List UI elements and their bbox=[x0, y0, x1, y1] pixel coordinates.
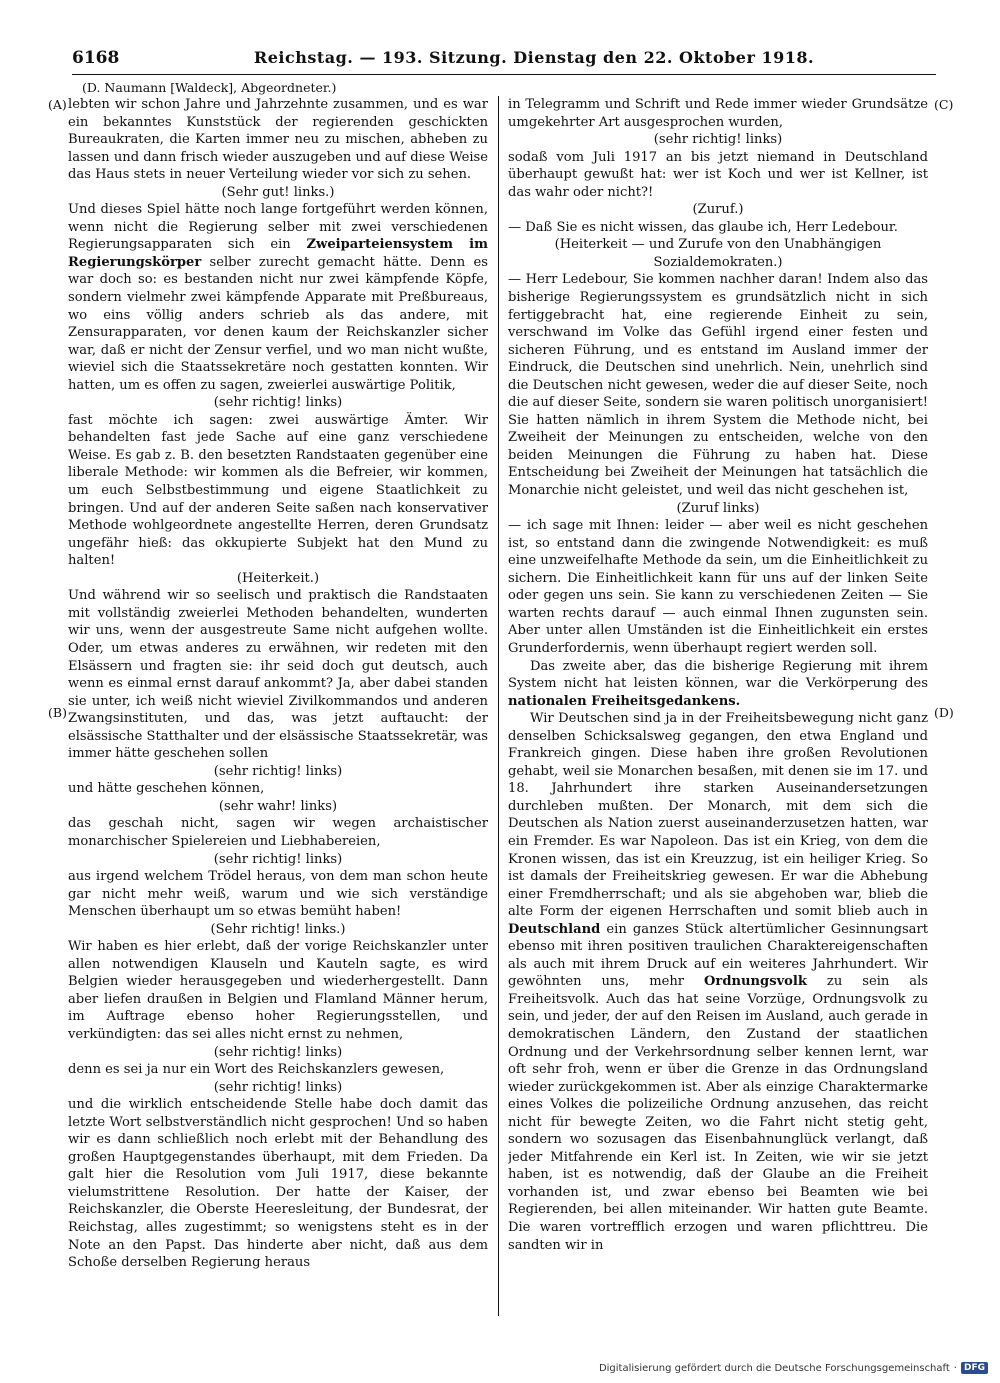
paragraph: aus irgend welchem Trödel heraus, von dem man schon heute gar nicht mehr weiß, warum und wie sich verständige Menschen überhaupt um so etwas bemüht haben! bbox=[68, 869, 488, 920]
paragraph: — Herr Ledebour, Sie kommen nachher daran! Indem also das bisherige Regierungssystem es grundsätzlich nicht in sich fertiggebracht hat, eine regierende Einheit zu sein, verschwand im Volke das Gefühl irgend einer festen und sicheren Führung, und es entstand im Ausland immer der Eindruck, die Deutschen sind unehrlich. Nein, unehrlich sind die Deutschen nicht gewesen, weder die auf dieser Seite, noch die auf dieser Seite, sondern sie waren politisch unorganisiert! Sie hatten nämlich in ihrem System die Methode nicht, bei Zweiheit der Meinungen zu entscheiden, welche von den beiden Meinungen die Führung zu haben hat. Diese Entscheidung bei Zweiheit der Meinungen hat tatsächlich die Monarchie nicht geleistet, und weil das nicht geschehen ist, bbox=[508, 272, 928, 499]
right-column bbox=[508, 96, 928, 1316]
margin-mark-c: (C) bbox=[934, 97, 954, 112]
paragraph: denn es sei ja nur ein Wort des Reichskanzlers gewesen, bbox=[68, 1062, 445, 1078]
interjection: (Sehr richtig! links.) bbox=[210, 921, 346, 937]
paragraph: fast möchte ich sagen: zwei auswärtige Ämter. Wir behandelten fast jede Sache auf eine ganz verschiedene Weise. Es gab z. B. den besetzten Randstaaten gegenüber eine liberale Methode: wir kommen als die Befreier, wir kommen, um euch Selbstbestimmung und eigene Staatlichkeit zu bringen. Und auf der anderen Seite saßen nach konservativer Methode wohlgeordnete angestellte Herren, deren Grundsatz ungefähr hieß: das okkupierte Subjekt hat den Mund zu halten! bbox=[68, 412, 488, 569]
footer-credit: Digitalisierung gefördert durch die Deutsche Forschungsgemeinschaft bbox=[598, 1362, 950, 1374]
paragraph: das geschah nicht, sagen wir wegen archaistischer monarchischer Spielereien und Liebhabereien, bbox=[68, 816, 488, 849]
paragraph: Wir haben es hier erlebt, daß der vorige Reichskanzler unter allen notwendigen Klauseln und Kauteln sagte, es wird Belgien wieder herausgegeben und wiederhergestellt. Dann aber liefen draußen in Belgien und Flamland Männer herum, im Auftrage ebenso hoher Regierungsstellen, und verkündigten: das sei alles nicht ernst zu nehmen, bbox=[68, 939, 488, 1042]
page-header bbox=[72, 44, 936, 75]
interjection: (sehr wahr! links) bbox=[218, 798, 338, 814]
interjection: (sehr richtig! links) bbox=[213, 851, 343, 867]
paragraph: und die wirklich entscheidende Stelle habe doch damit das letzte Wort selbstverständlich nicht gesprochen! Und so haben wir es dann schließlich noch erlebt mit der Behandlung des großen Hauptgegenstandes überhaupt, mit dem Frieden. Da galt hier die Resolution vom Juli 1917, diese bekannte vielumstrittene Resolution. Der hatte der Kaiser, der Reichskanzler, die Oberste Heeresleitung, der Bundesrat, der Reichstag, alles zugestimmt; so wenigstens steht es in der Note an den Papst. Das hinderte aber nicht, daß aus dem Schoße derselben Regierung heraus bbox=[68, 1097, 488, 1271]
left-column bbox=[68, 96, 488, 1316]
interjection: (Zuruf.) bbox=[692, 202, 744, 218]
paragraph: sodaß vom Juli 1917 an bis jetzt niemand in Deutschland überhaupt gewußt hat: wer ist Koch und wer ist Kellner, ist das wahr oder nicht?! bbox=[508, 149, 928, 200]
speaker-label: (D. Naumann [Waldeck], Abgeordneter.) bbox=[82, 80, 337, 95]
paragraph: Das zweite aber, das die bisherige Regierung mit ihrem System nicht hat leisten können, war die Verkörperung des nationalen Freiheitsgedankens. bbox=[508, 658, 928, 709]
interjection: (Sehr gut! links.) bbox=[221, 184, 335, 200]
paragraph: — ich sage mit Ihnen: leider — aber weil es nicht geschehen ist, so entstand dann die zwingende Notwendigkeit: es muß eine unzweifelhafte Methode da sein, um die Einheitlichkeit zu sichern. Die Einheitlichkeit kann für uns auf der linken Seite oder gegen uns sein. Sie kann zu verschiedenen Zeiten — Sie warten rechts darauf — auch einmal Ihnen zugunsten sein. Aber unter allen Umständen ist die Einheitlichkeit ein erstes Grunderfordernis, wenn überhaupt regiert werden soll. bbox=[508, 518, 928, 656]
running-title: Reichstag. — 193. Sitzung. Dienstag den 22. Oktober 1918. bbox=[253, 48, 815, 67]
paragraph: Und während wir so seelisch und praktisch die Randstaaten mit vollständig zweierlei Methoden behandelten, wunderten wir uns, wenn der ausgestreute Same nicht aufgehen wollte. Oder, um etwas anderes zu erwähnen, wir redeten mit den Elsässern und fragten sie: ihr seid doch gut deutsch, auch wenn es einmal ernst darauf ankommt? Ja, aber dabei standen sie unter, ich weiß nicht wieviel Zivilkommandos und anderen Zwangsinstituten, und das, was jetzt auftaucht: der elsässische Statthalter und der elsässische Staatssekretär, was immer hätte geschehen sollen bbox=[68, 588, 488, 762]
interjection: (Zuruf links) bbox=[676, 500, 760, 516]
page-number: 6168 bbox=[72, 48, 120, 68]
interjection: (sehr richtig! links) bbox=[653, 132, 783, 148]
interjection: (Heiterkeit.) bbox=[236, 570, 320, 586]
dfg-logo-icon: DFG bbox=[961, 1362, 988, 1374]
margin-mark-a: (A) bbox=[48, 97, 67, 112]
interjection: (Heiterkeit — und Zurufe von den Unabhängigen Sozialdemokraten.) bbox=[554, 237, 882, 270]
interjection: (sehr richtig! links) bbox=[213, 395, 343, 411]
margin-mark-d: (D) bbox=[934, 705, 954, 720]
paragraph: in Telegramm und Schrift und Rede immer wieder Grundsätze umgekehrter Art ausgesprochen wurden, bbox=[508, 97, 928, 130]
paragraph: — Daß Sie es nicht wissen, das glaube ich, Herr Ledebour. bbox=[508, 219, 898, 235]
paragraph: lebten wir schon Jahre und Jahrzehnte zusammen, und es war ein bekanntes Kunststück der regierenden geschickten Bureaukraten, die Karten immer neu zu mischen, abheben zu lassen und dann frisch wieder auszugeben und auf diese Weise das Haus stets in neuer Verteilung wieder vor sich zu sehen. bbox=[68, 97, 488, 183]
interjection: (sehr richtig! links) bbox=[213, 1044, 343, 1060]
margin-mark-b: (B) bbox=[48, 705, 67, 720]
paragraph: und hätte geschehen können, bbox=[68, 781, 265, 797]
interjection: (sehr richtig! links) bbox=[213, 1079, 343, 1095]
interjection: (sehr richtig! links) bbox=[213, 763, 343, 779]
column-divider bbox=[498, 96, 499, 1316]
paragraph: Und dieses Spiel hätte noch lange fortgeführt werden können, wenn nicht die Regierung selber mit zwei verschiedenen Regierungsapparaten sich ein Zweiparteiensystem im Regierungskörper selber zurecht gemacht hätte. Denn es war doch so: es bestanden nicht nur zwei kämpfende Köpfe, sondern vielmehr zwei kämpfende Apparate mit Preßbureaus, wo eins völlig anders schrieb als das andere, mit Zensurapparaten, vor denen kaum der Reichskanzler sicher war, daß er nicht der Zensur verfiel, und wo man nicht wußte, wieviel sich die Staatssekretäre noch gestatten konnten. Wir hatten, um es offen zu sagen, zweierlei auswärtige Politik, bbox=[68, 202, 488, 393]
footer: Digitalisierung gefördert durch die Deutsche Forschungsgemeinschaft · DFG bbox=[599, 1362, 988, 1374]
paragraph: Wir Deutschen sind ja in der Freiheitsbewegung nicht ganz denselben Schicksalsweg gegangen, den etwa England und Frankreich gingen. Diese haben ihre großen Revolutionen gehabt, weil sie Monarchen besaßen, mit denen sie im 17. und 18. Jahrhundert ihre starken Auseinandersetzungen durchleben mußten. Der Monarch, mit dem sich die Deutschen als Nation zuerst auseinanderzusetzen hatten, war ein Fremder. Es war Napoleon. Das ist ein Krieg, von dem die Kronen wissen, das ist ein Kreuzzug, ist ein heiliger Krieg. So ist damals der Freiheitskrieg gewesen. Er war die Abhebung einer Fremdherrschaft; und als sie abgehoben war, blieb die alte Form der eigenen Herrschaften und somit blieb auch in Deutschland ein ganzes Stück altertümlicher Gesinnungsart ebenso mit ihren positiven traulichen Charaktereigenschaften als auch mit ihrem Druck auf ein weiteres Jahrhundert. Wir gewöhnten uns, mehr Ordnungsvolk zu sein als Freiheitsvolk. Auch das hat seine Vorzüge, Ordnungsvolk zu sein, und jeder, der auf den Reisen im Ausland, auch gerade in demokratischen Ländern, den Zustand der staatlichen Ordnung und der Verkehrsordnung selber kennen lernt, war oft sehr froh, wenn er über die Grenze in das Ordnungsland wieder zurückgekommen ist. Aber als einzige Charaktermarke eines Volkes die polizeiliche Ordnung anzusehen, das reicht nicht für bewegte Zeiten, wo die Fahrt nicht stetig geht, sondern wo sozusagen das Eisenbahnunglück verlangt, daß jeder Mitfahrende ein Kerl ist. In Zeiten, wie wir sie jetzt haben, ist es notwendig, daß der Glaube an die Freiheit vorhanden ist, und zwar ebenso bei Beamten wie bei Regierenden, bei allen miteinander. Wir hatten gute Beamte. Die waren vortrefflich erzogen und waren pflichttreu. Die sandten wir in bbox=[508, 711, 928, 1253]
